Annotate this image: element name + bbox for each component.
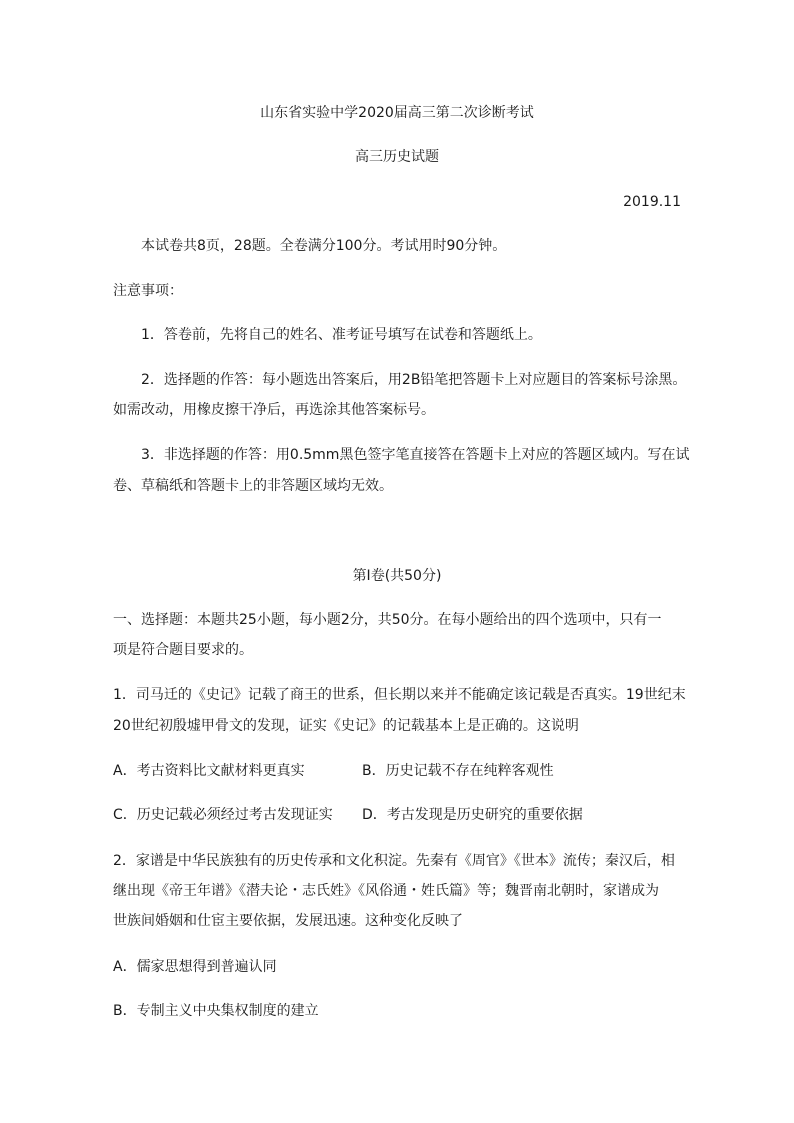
q2-stem-line-2: 继出现《帝王年谱》《潜夫论・志氏姓》《风俗通・姓氏篇》等；魏晋南北朝时，家谱成为 [113,883,659,899]
section-instructions-line-2: 项是符合题目要求的。 [113,642,253,658]
q1-option-c: C．历史记载必须经过考古发现证实 [113,807,333,823]
q1-option-b: B．历史记载不存在纯粹客观性 [362,763,554,779]
q1-option-d: D．考古发现是历史研究的重要依据 [362,807,583,823]
note-item-2-line-2: 如需改动，用橡皮擦干净后，再选涂其他答案标号。 [113,402,435,418]
subject-title: 高三历史试题 [355,149,439,165]
note-item-1: 1．答卷前，先将自己的姓名、准考证号填写在试卷和答题纸上。 [141,327,542,343]
notes-heading: 注意事项： [113,283,183,299]
q2-stem-line-1: 2．家谱是中华民族独有的历史传承和文化积淀。先秦有《周官》《世本》流传；秦汉后，相 [113,853,675,869]
q2-option-a: A．儒家思想得到普遍认同 [113,959,277,975]
q2-option-b: B．专制主义中央集权制度的建立 [113,1003,319,1019]
q1-option-a: A．考古资料比文献材料更真实 [113,763,305,779]
exam-date: 2019.11 [623,194,681,210]
note-item-3-line-2: 卷、草稿纸和答题卡上的非答题区域均无效。 [113,478,393,494]
q1-stem-line-2: 20世纪初殷墟甲骨文的发现，证实《史记》的记载基本上是正确的。这说明 [113,718,579,734]
q1-stem-line-1: 1．司马迁的《史记》记载了商王的世系，但长期以来并不能确定该记载是否真实。19世纪末 [113,687,686,703]
part1-title: 第I卷(共50分) [352,568,442,584]
q2-stem-line-3: 世族间婚姻和仕宦主要依据，发展迅速。这种变化反映了 [113,913,463,929]
intro-text: 本试卷共8页，28题。全卷满分100分。考试用时90分钟。 [141,238,507,254]
note-item-2-line-1: 2．选择题的作答：每小题选出答案后，用2B铅笔把答题卡上对应题目的答案标号涂黑。 [141,372,687,388]
exam-title: 山东省实验中学2020届高三第二次诊断考试 [260,105,534,121]
note-item-3-line-1: 3．非选择题的作答：用0.5mm黑色签字笔直接答在答题卡上对应的答题区域内。写在试 [141,447,690,463]
section-instructions-line-1: 一、选择题：本题共25小题，每小题2分，共50分。在每小题给出的四个选项中，只有一 [113,612,662,628]
